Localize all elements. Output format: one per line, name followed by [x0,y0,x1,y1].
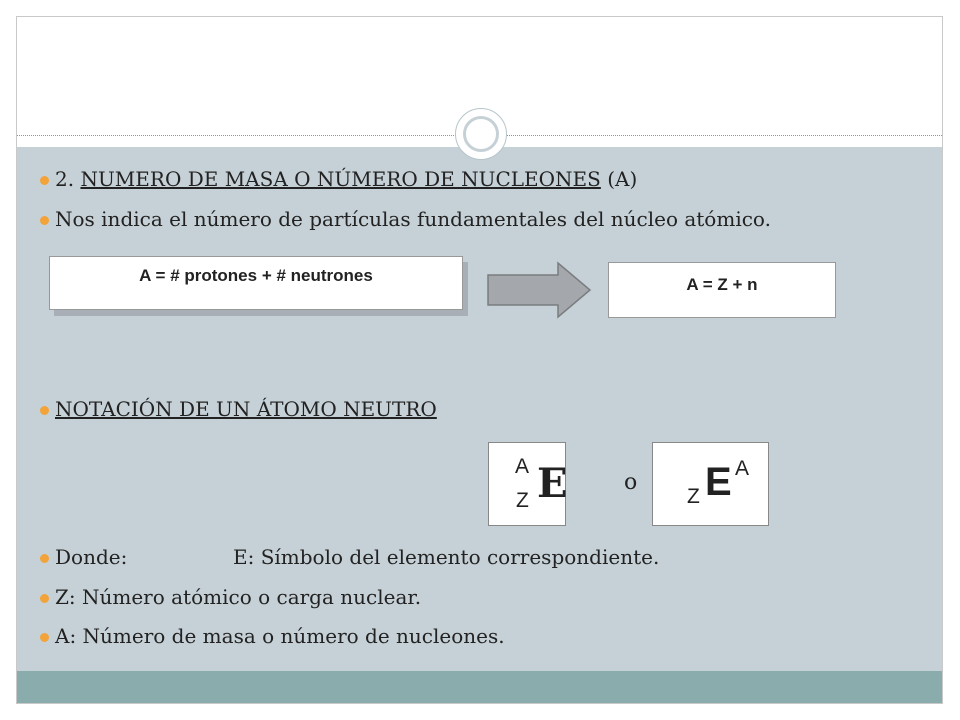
right-arrow-icon [486,261,592,319]
donde-label: Donde: [55,545,128,569]
definition-e-text: E: Símbolo del elemento correspondiente. [233,545,660,569]
decorative-ring-icon [455,108,507,160]
bullet-dot [40,554,49,563]
bullet-dot [40,406,49,415]
definition-text: Nos indica el número de partículas fundamentales del núcleo atómico. [55,207,771,231]
right-superscript: A [735,457,750,480]
definition-z-text: Z: Número atómico o carga nuclear. [55,585,422,609]
notation-right-box [652,442,769,526]
footer-band [17,671,942,704]
formula-short-text: A = Z + n [686,275,758,294]
definition-a-text: A: Número de masa o número de nucleones. [55,624,505,648]
formula-long-text: A = # protones + # neutrones [139,266,373,285]
bullet-dot [40,216,49,225]
left-subscript: Z [516,489,529,512]
formula-short-box [608,262,836,318]
notation-heading: NOTACIÓN DE UN ÁTOMO NEUTRO [55,397,437,421]
formula-long-box [49,256,463,310]
bullet-dot [40,594,49,603]
or-word: o [624,470,638,495]
bullet-dot [40,176,49,185]
left-symbol: E [537,460,568,507]
left-superscript: A [515,455,530,478]
heading-number: 2. [55,167,75,191]
heading-title: NUMERO DE MASA O NÚMERO DE NUCLEONES [80,167,601,191]
bullet-dot [40,633,49,642]
right-symbol: E [705,460,732,504]
right-subscript: Z [687,485,700,508]
notation-left-box [488,442,566,526]
decorative-ring-inner [463,116,499,152]
heading-suffix: (A) [607,167,638,191]
